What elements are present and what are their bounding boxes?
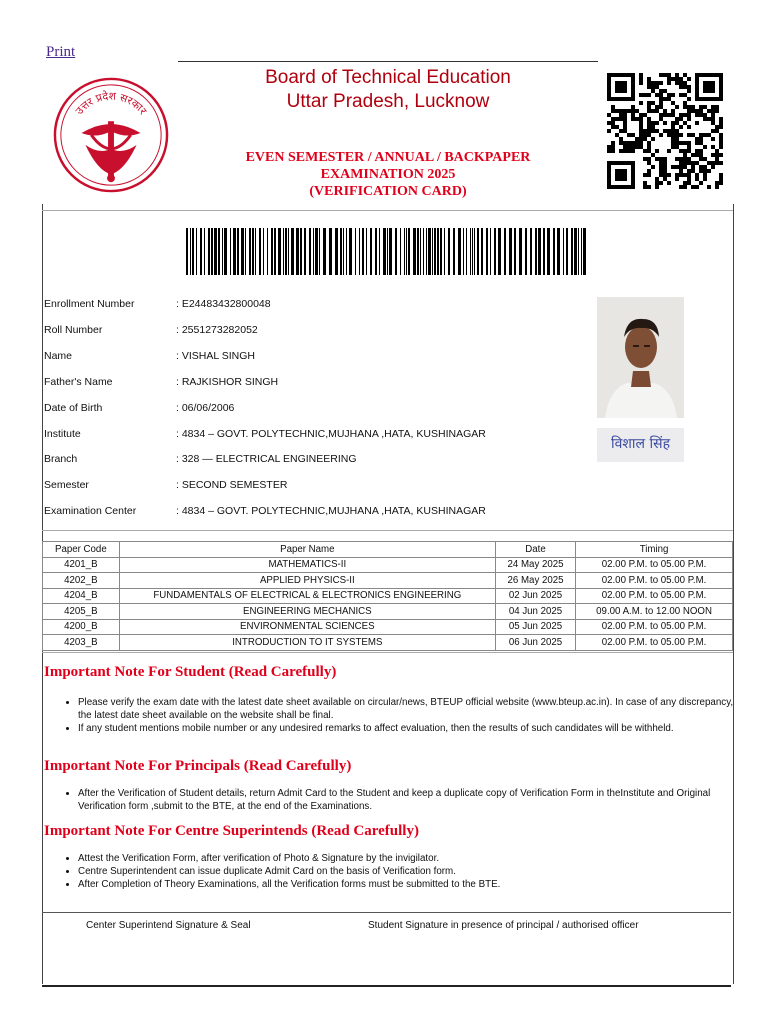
exam-line-2: EXAMINATION 2025 xyxy=(320,167,456,182)
note-item: • Centre Superintendent can issue duplicate Admit Card on the basis of Verification form. xyxy=(78,865,738,878)
table-cell: ENGINEERING MECHANICS xyxy=(119,604,495,620)
table-cell: 05 Jun 2025 xyxy=(495,619,575,635)
table-cell: 02.00 P.M. to 05.00 P.M. xyxy=(576,619,733,635)
note-item: • After the Verification of Student details, return Admit Card to the Student and keep a duplicate copy of Verification Form in theInstitute and Original Verification form ,submit to the BTE, at the end of the Examinations. xyxy=(78,787,738,813)
field-label: Branch xyxy=(44,453,78,465)
field-value: : 4834 – GOVT. POLYTECHNIC,MUJHANA ,HATA, KUSHINAGAR xyxy=(176,428,486,440)
field-value: : E24483432800048 xyxy=(176,298,271,310)
table-cell: 06 Jun 2025 xyxy=(495,635,575,651)
table-cell: 4202_B xyxy=(43,573,120,589)
table-cell: 24 May 2025 xyxy=(495,557,575,573)
field-label: Date of Birth xyxy=(44,402,103,414)
column-header: Timing xyxy=(576,542,733,558)
column-header: Date xyxy=(495,542,575,558)
field-label: Institute xyxy=(44,428,81,440)
table-row xyxy=(43,588,733,604)
table-cell: 02.00 P.M. to 05.00 P.M. xyxy=(576,557,733,573)
principal-note-heading: Important Note For Principals (Read Carefully) xyxy=(44,758,352,774)
board-line-2: Uttar Pradesh, Lucknow xyxy=(286,91,490,112)
barcode-icon xyxy=(186,228,588,275)
exam-line-3: (VERIFICATION CARD) xyxy=(309,184,467,199)
table-cell: APPLIED PHYSICS-II xyxy=(119,573,495,589)
student-note-heading: Important Note For Student (Read Carefully) xyxy=(44,664,337,680)
table-cell: ENVIRONMENTAL SCIENCES xyxy=(119,619,495,635)
field-label: Examination Center xyxy=(44,505,137,517)
field-value: : 328 — ELECTRICAL ENGINEERING xyxy=(176,453,357,465)
qr-code-icon xyxy=(607,71,723,191)
table-cell: 09.00 A.M. to 12.00 NOON xyxy=(576,604,733,620)
student-signature-image xyxy=(597,428,684,462)
student-note-list xyxy=(62,696,738,735)
table-row xyxy=(43,619,733,635)
board-title xyxy=(178,66,598,114)
table-row xyxy=(43,635,733,651)
note-item: • After Completion of Theory Examinations, all the Verification forms must be submitted to the BTE. xyxy=(78,878,738,891)
exam-line-1: EVEN SEMESTER / ANNUAL / BACKPAPER xyxy=(245,150,531,165)
field-value: : 4834 – GOVT. POLYTECHNIC,MUJHANA ,HATA, KUSHINAGAR xyxy=(176,505,486,517)
table-cell: 02.00 P.M. to 05.00 P.M. xyxy=(576,635,733,651)
header-rule xyxy=(178,61,598,62)
table-cell: 04 Jun 2025 xyxy=(495,604,575,620)
exam-title xyxy=(178,149,598,200)
table-divider xyxy=(42,652,733,653)
field-label: Roll Number xyxy=(44,324,103,336)
box-top-line xyxy=(42,210,733,211)
student-photo xyxy=(597,297,684,418)
table-cell: 4203_B xyxy=(43,635,120,651)
note-item: • Attest the Verification Form, after verification of Photo & Signature by the invigilator. xyxy=(78,852,738,865)
column-header: Paper Code xyxy=(43,542,120,558)
field-label: Enrollment Number xyxy=(44,298,135,310)
signature-text: विशाल सिंह xyxy=(610,436,671,452)
table-cell: FUNDAMENTALS OF ELECTRICAL & ELECTRONICS ENGINEERING xyxy=(119,588,495,604)
column-header: Paper Name xyxy=(119,542,495,558)
field-value: : 2551273282052 xyxy=(176,324,258,336)
table-cell: 02.00 P.M. to 05.00 P.M. xyxy=(576,573,733,589)
field-value: : VISHAL SINGH xyxy=(176,350,255,362)
field-value: : 06/06/2006 xyxy=(176,402,235,414)
superintend-note-list xyxy=(62,852,738,891)
note-item: • If any student mentions mobile number or any undesired remarks to affect evaluation, then the results of such candidates will be withheld. xyxy=(78,722,738,735)
note-item: • Please verify the exam date with the latest date sheet available on circular/news, BTEUP official website (www.bteup.ac.in). In case of any discrepancy, the latest date sheet available on the website shall be final. xyxy=(78,696,738,722)
table-cell: 26 May 2025 xyxy=(495,573,575,589)
logo-text: उत्तर प्रदेश सरकार xyxy=(72,89,150,118)
superintend-signature-label: Center Superintend Signature & Seal xyxy=(86,920,251,931)
field-label: Father's Name xyxy=(44,376,113,388)
table-cell: 4204_B xyxy=(43,588,120,604)
table-cell: 4205_B xyxy=(43,604,120,620)
board-line-1: Board of Technical Education xyxy=(265,67,511,88)
table-cell: INTRODUCTION TO IT SYSTEMS xyxy=(119,635,495,651)
table-cell: 02 Jun 2025 xyxy=(495,588,575,604)
student-signature-label: Student Signature in presence of principal / authorised officer xyxy=(368,920,639,931)
table-cell: 02.00 P.M. to 05.00 P.M. xyxy=(576,588,733,604)
print-link[interactable]: Print xyxy=(46,44,76,60)
table-row xyxy=(43,604,733,620)
principal-note-list xyxy=(62,787,738,813)
superintend-note-heading: Important Note For Centre Superintends (Read Carefully) xyxy=(44,823,419,839)
table-cell: 4200_B xyxy=(43,619,120,635)
info-divider xyxy=(42,530,733,531)
papers-table xyxy=(42,541,733,651)
papers-header-row xyxy=(43,542,733,558)
field-label: Semester xyxy=(44,479,89,491)
table-cell: MATHEMATICS-II xyxy=(119,557,495,573)
table-row xyxy=(43,557,733,573)
svg-text:उत्तर प्रदेश सरकार xyxy=(73,90,150,118)
table-row xyxy=(43,573,733,589)
field-value: : SECOND SEMESTER xyxy=(176,479,288,491)
up-government-emblem-icon xyxy=(52,76,170,194)
field-value: : RAJKISHOR SINGH xyxy=(176,376,279,388)
table-cell: 4201_B xyxy=(43,557,120,573)
field-label: Name xyxy=(44,350,73,362)
